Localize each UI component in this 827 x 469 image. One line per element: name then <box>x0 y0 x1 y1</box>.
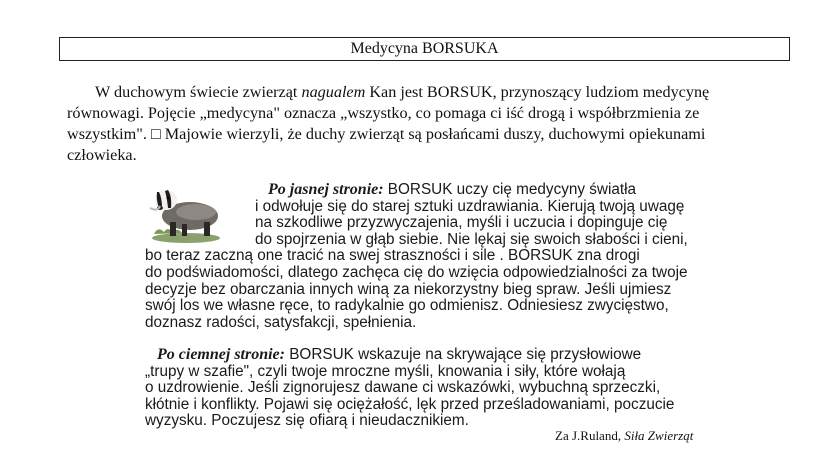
section-line: swój los we własne ręce, to radykalnie go odmienisz. Odniesiesz zwycięstwo, <box>145 297 669 315</box>
intro-text: Kan jest BORSUK, przynoszący ludziom medycynę <box>365 83 710 101</box>
bright-side-section <box>145 182 725 331</box>
intro-text: W duchowym świecie zwierząt <box>95 83 302 101</box>
section-line: „trupy w szafie", czyli twoje mroczne myśli, knowania i siły, które wołają <box>145 362 626 380</box>
source-citation <box>555 428 693 444</box>
section-line: doznasz radości, satysfakcji, spełnienia. <box>145 313 417 331</box>
dark-side-heading: Po ciemnej stronie: <box>157 346 285 363</box>
intro-paragraph <box>67 82 785 166</box>
section-line: i odwołuje się do starej sztuki uzdrawiania. Kierują twoją uwagę <box>255 197 685 215</box>
section-line: kłótnie i konflikty. Pojawi się ociężałość, lęk przed prześladowaniami, poczucie <box>145 395 675 413</box>
section-line: bo teraz zaczną one tracić na swej straszności i sile . BORSUK zna drogi <box>145 247 640 265</box>
section-line: do spojrzenia w głąb siebie. Nie lękaj się swoich słabości i cieni, <box>255 230 688 248</box>
intro-line: równowagi. Pojęcie „medycyna" oznacza „wszystko, co pomaga ci iść drogą i współbrzmienia ze <box>67 104 700 122</box>
section-line: BORSUK wskazuje na skrywające się przysłowiowe <box>284 346 642 363</box>
dark-side-section <box>145 347 725 430</box>
intro-line: wszystkim". □ Majowie wierzyli, że duchy zwierząt są posłańcami duszy, duchowymi opiekunami <box>67 125 706 143</box>
intro-emphasis: nagualem <box>301 83 366 101</box>
bright-side-heading: Po jasnej stronie: <box>268 181 384 198</box>
intro-line: człowieka. <box>67 146 137 164</box>
source-prefix: Za J.Ruland, <box>555 428 625 443</box>
section-line: na szkodliwe przyzwyczajenia, myśli i uczucia i dopinguje cię <box>255 214 668 232</box>
section-line: o uzdrowienie. Jeśli zignorujesz dawane ci wskazówki, wybuchną sprzeczki, <box>145 379 661 397</box>
section-line: decyzje bez obarczania innych winą za niekorzystny bieg spraw. Jeśli ujmiesz <box>145 280 672 298</box>
section-line: BORSUK uczy cię medycyny światła <box>383 181 637 198</box>
source-book: Siła Zwierząt <box>624 428 694 443</box>
section-line: do podświadomości, dlatego zachęca cię do wzięcia odpowiedzialności za twoje <box>145 263 688 281</box>
section-line: wyzysku. Poczujesz się ofiarą i nieudacznikiem. <box>145 412 469 430</box>
page-title: Medycyna BORSUKA <box>59 37 790 61</box>
